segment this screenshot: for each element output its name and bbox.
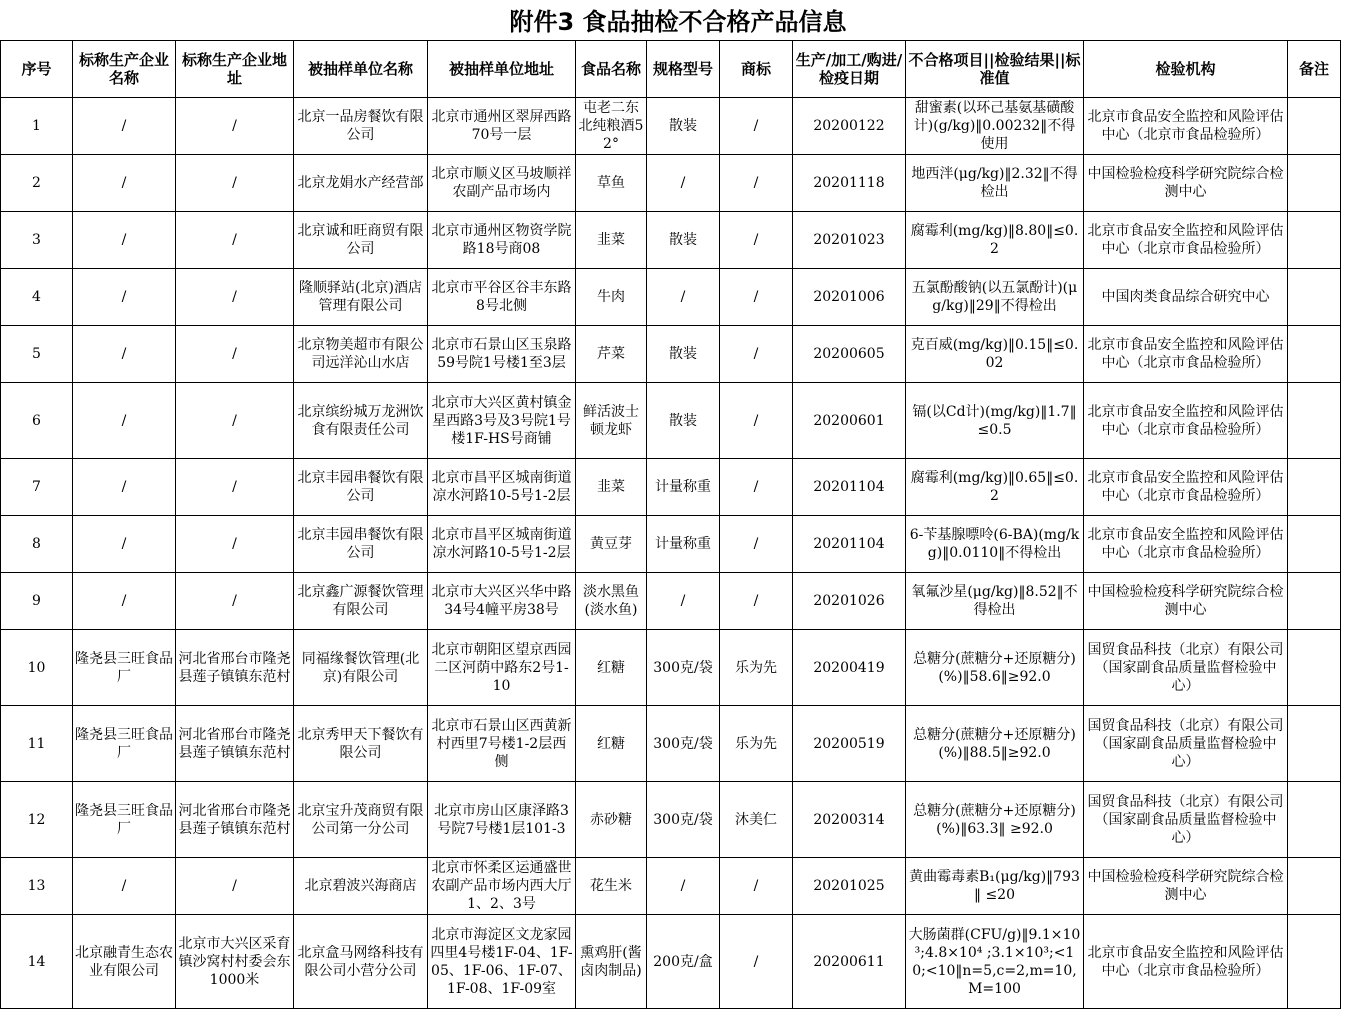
brand-cell: 乐为先 [720, 706, 793, 782]
producer-name-cell: / [73, 858, 176, 915]
date-cell: 20200519 [793, 706, 906, 782]
sampled-unit-name-cell: 同福缘餐饮管理(北京)有限公司 [294, 630, 428, 706]
sampled-unit-address-cell: 北京市平谷区谷丰东路8号北侧 [428, 269, 576, 326]
remarks-cell [1288, 516, 1341, 573]
sampled-unit-address-cell: 北京市通州区物资学院路18号商08 [428, 212, 576, 269]
remarks-cell [1288, 782, 1341, 858]
producer-address-cell: / [176, 516, 294, 573]
table-row [1, 858, 1341, 915]
producer-name-cell: / [73, 98, 176, 155]
producer-address-cell: / [176, 383, 294, 459]
brand-cell: / [720, 383, 793, 459]
brand-cell: / [720, 326, 793, 383]
sampled-unit-name-cell: 北京盒马网络科技有限公司小营分公司 [294, 915, 428, 1009]
food-name-cell: 黄豆芽 [576, 516, 647, 573]
brand-cell: / [720, 915, 793, 1009]
sampled-unit-address-cell: 北京市大兴区兴华中路34号4幢平房38号 [428, 573, 576, 630]
table-row [1, 155, 1341, 212]
spec-cell: 300克/袋 [647, 706, 720, 782]
food-name-cell: 芹菜 [576, 326, 647, 383]
date-cell: 20201104 [793, 459, 906, 516]
spec-cell: 计量称重 [647, 516, 720, 573]
seq-cell: 2 [1, 155, 73, 212]
header-cell: 商标 [720, 41, 793, 98]
failed-item-cell: 大肠菌群(CFU/g)‖9.1×10³;4.8×10⁴ ;3.1×10³;<10;<10‖n=5,c=2,m=10,M=100 [906, 915, 1084, 1009]
seq-cell: 7 [1, 459, 73, 516]
food-name-cell: 红糖 [576, 706, 647, 782]
spec-cell: 散装 [647, 383, 720, 459]
header-cell: 食品名称 [576, 41, 647, 98]
food-name-cell: 屯老二东北纯粮酒52° [576, 98, 647, 155]
table-row [1, 98, 1341, 155]
date-cell: 20200122 [793, 98, 906, 155]
producer-address-cell: / [176, 326, 294, 383]
failed-item-cell: 6-苄基腺嘌呤(6-BA)(mg/kg)‖0.0110‖不得检出 [906, 516, 1084, 573]
producer-name-cell: / [73, 573, 176, 630]
remarks-cell [1288, 212, 1341, 269]
header-cell: 检验机构 [1084, 41, 1288, 98]
spec-cell: 散装 [647, 326, 720, 383]
table-row [1, 516, 1341, 573]
food-name-cell: 韭菜 [576, 212, 647, 269]
sampled-unit-name-cell: 北京碧波兴海商店 [294, 858, 428, 915]
lab-cell: 国贸食品科技（北京）有限公司（国家副食品质量监督检验中心） [1084, 630, 1288, 706]
brand-cell: / [720, 516, 793, 573]
spec-cell: / [647, 573, 720, 630]
table-row [1, 630, 1341, 706]
producer-address-cell: / [176, 858, 294, 915]
sampled-unit-address-cell: 北京市海淀区文龙家园四里4号楼1F-04、1F-05、1F-06、1F-07、1F-08、1F-09室 [428, 915, 576, 1009]
header-cell: 生产/加工/购进/检疫日期 [793, 41, 906, 98]
failed-item-cell: 甜蜜素(以环己基氨基磺酸计)(g/kg)‖0.00232‖不得使用 [906, 98, 1084, 155]
producer-name-cell: 北京融青生态农业有限公司 [73, 915, 176, 1009]
spec-cell: / [647, 858, 720, 915]
table-row [1, 326, 1341, 383]
brand-cell: / [720, 459, 793, 516]
producer-name-cell: / [73, 516, 176, 573]
sampled-unit-name-cell: 北京丰园串餐饮有限公司 [294, 459, 428, 516]
spec-cell: 300克/袋 [647, 630, 720, 706]
table-row [1, 573, 1341, 630]
remarks-cell [1288, 155, 1341, 212]
seq-cell: 14 [1, 915, 73, 1009]
brand-cell: 沐美仁 [720, 782, 793, 858]
seq-cell: 3 [1, 212, 73, 269]
spec-cell: / [647, 269, 720, 326]
remarks-cell [1288, 573, 1341, 630]
seq-cell: 5 [1, 326, 73, 383]
lab-cell: 北京市食品安全监控和风险评估中心（北京市食品检验所） [1084, 98, 1288, 155]
date-cell: 20201023 [793, 212, 906, 269]
food-name-cell: 韭菜 [576, 459, 647, 516]
producer-name-cell: / [73, 155, 176, 212]
header-cell: 被抽样单位地址 [428, 41, 576, 98]
lab-cell: 北京市食品安全监控和风险评估中心（北京市食品检验所） [1084, 516, 1288, 573]
table-row [1, 459, 1341, 516]
spec-cell: 300克/袋 [647, 782, 720, 858]
table-row [1, 212, 1341, 269]
seq-cell: 8 [1, 516, 73, 573]
brand-cell: / [720, 573, 793, 630]
table-row [1, 915, 1341, 1009]
date-cell: 20200419 [793, 630, 906, 706]
producer-address-cell: 河北省邢台市隆尧县莲子镇镇东范村 [176, 706, 294, 782]
sampled-unit-name-cell: 北京宝升茂商贸有限公司第一分公司 [294, 782, 428, 858]
lab-cell: 国贸食品科技（北京）有限公司（国家副食品质量监督检验中心） [1084, 706, 1288, 782]
producer-address-cell: / [176, 269, 294, 326]
producer-name-cell: / [73, 459, 176, 516]
remarks-cell [1288, 858, 1341, 915]
sampled-unit-name-cell: 北京龙娟水产经营部 [294, 155, 428, 212]
lab-cell: 中国肉类食品综合研究中心 [1084, 269, 1288, 326]
remarks-cell [1288, 915, 1341, 1009]
spec-cell: 计量称重 [647, 459, 720, 516]
sampled-unit-name-cell: 北京物美超市有限公司远洋沁山水店 [294, 326, 428, 383]
date-cell: 20201006 [793, 269, 906, 326]
seq-cell: 10 [1, 630, 73, 706]
failed-item-cell: 腐霉利(mg/kg)‖8.80‖≤0.2 [906, 212, 1084, 269]
remarks-cell [1288, 459, 1341, 516]
remarks-cell [1288, 326, 1341, 383]
producer-address-cell: / [176, 155, 294, 212]
table-row [1, 706, 1341, 782]
remarks-cell [1288, 98, 1341, 155]
sampled-unit-address-cell: 北京市昌平区城南街道凉水河路10-5号1-2层 [428, 459, 576, 516]
table-row [1, 782, 1341, 858]
header-cell: 标称生产企业名称 [73, 41, 176, 98]
sampled-unit-address-cell: 北京市石景山区玉泉路59号院1号楼1至3层 [428, 326, 576, 383]
spec-cell: 散装 [647, 98, 720, 155]
lab-cell: 中国检验检疫科学研究院综合检测中心 [1084, 573, 1288, 630]
lab-cell: 北京市食品安全监控和风险评估中心（北京市食品检验所） [1084, 459, 1288, 516]
seq-cell: 11 [1, 706, 73, 782]
remarks-cell [1288, 630, 1341, 706]
seq-cell: 1 [1, 98, 73, 155]
producer-name-cell: / [73, 326, 176, 383]
page-title: 附件3 食品抽检不合格产品信息 [509, 8, 847, 36]
failed-item-cell: 克百威(mg/kg)‖0.15‖≤0.02 [906, 326, 1084, 383]
food-name-cell: 淡水黑鱼(淡水鱼) [576, 573, 647, 630]
producer-address-cell: / [176, 212, 294, 269]
sampled-unit-name-cell: 北京丰园串餐饮有限公司 [294, 516, 428, 573]
failed-item-cell: 总糖分(蔗糖分+还原糖分)(%)‖58.6‖≥92.0 [906, 630, 1084, 706]
failed-item-cell: 总糖分(蔗糖分+还原糖分)(%)‖88.5‖≥92.0 [906, 706, 1084, 782]
producer-name-cell: 隆尧县三旺食品厂 [73, 630, 176, 706]
seq-cell: 4 [1, 269, 73, 326]
sampled-unit-name-cell: 隆顺驿站(北京)酒店管理有限公司 [294, 269, 428, 326]
table-row [1, 383, 1341, 459]
lab-cell: 中国检验检疫科学研究院综合检测中心 [1084, 858, 1288, 915]
header-row [1, 41, 1341, 98]
failed-item-cell: 地西泮(μg/kg)‖2.32‖不得检出 [906, 155, 1084, 212]
lab-cell: 北京市食品安全监控和风险评估中心（北京市食品检验所） [1084, 915, 1288, 1009]
brand-cell: / [720, 155, 793, 212]
date-cell: 20201026 [793, 573, 906, 630]
sampled-unit-address-cell: 北京市通州区翠屏西路70号一层 [428, 98, 576, 155]
lab-cell: 北京市食品安全监控和风险评估中心（北京市食品检验所） [1084, 212, 1288, 269]
header-cell: 被抽样单位名称 [294, 41, 428, 98]
lab-cell: 北京市食品安全监控和风险评估中心（北京市食品检验所） [1084, 383, 1288, 459]
producer-address-cell: 河北省邢台市隆尧县莲子镇镇东范村 [176, 630, 294, 706]
brand-cell: 乐为先 [720, 630, 793, 706]
date-cell: 20200605 [793, 326, 906, 383]
sampled-unit-address-cell: 北京市石景山区西黄新村西里7号楼1-2层西侧 [428, 706, 576, 782]
seq-cell: 12 [1, 782, 73, 858]
food-name-cell: 牛肉 [576, 269, 647, 326]
lab-cell: 北京市食品安全监控和风险评估中心（北京市食品检验所） [1084, 326, 1288, 383]
sampled-unit-name-cell: 北京鑫广源餐饮管理有限公司 [294, 573, 428, 630]
seq-cell: 6 [1, 383, 73, 459]
date-cell: 20201118 [793, 155, 906, 212]
food-name-cell: 鲜活波士顿龙虾 [576, 383, 647, 459]
header-cell: 备注 [1288, 41, 1341, 98]
sampled-unit-name-cell: 北京一品房餐饮有限公司 [294, 98, 428, 155]
food-name-cell: 红糖 [576, 630, 647, 706]
sampled-unit-address-cell: 北京市怀柔区运通盛世农副产品市场内西大厅1、2、3号 [428, 858, 576, 915]
sampled-unit-name-cell: 北京缤纷城万龙洲饮食有限责任公司 [294, 383, 428, 459]
producer-name-cell: 隆尧县三旺食品厂 [73, 706, 176, 782]
date-cell: 20200601 [793, 383, 906, 459]
failed-item-cell: 总糖分(蔗糖分+还原糖分)(%)‖63.3‖ ≥92.0 [906, 782, 1084, 858]
sampled-unit-name-cell: 北京秀甲天下餐饮有限公司 [294, 706, 428, 782]
table-row [1, 269, 1341, 326]
spec-cell: / [647, 155, 720, 212]
producer-address-cell: / [176, 98, 294, 155]
remarks-cell [1288, 706, 1341, 782]
header-cell: 标称生产企业地址 [176, 41, 294, 98]
failed-item-cell: 五氯酚酸钠(以五氯酚计)(μg/kg)‖29‖不得检出 [906, 269, 1084, 326]
header-cell: 不合格项目||检验结果||标准值 [906, 41, 1084, 98]
failed-item-cell: 黄曲霉毒素B₁(μg/kg)‖793‖ ≤20 [906, 858, 1084, 915]
header-cell: 规格型号 [647, 41, 720, 98]
failed-item-cell: 腐霉利(mg/kg)‖0.65‖≤0.2 [906, 459, 1084, 516]
brand-cell: / [720, 98, 793, 155]
producer-address-cell: 河北省邢台市隆尧县莲子镇镇东范村 [176, 782, 294, 858]
producer-name-cell: / [73, 383, 176, 459]
date-cell: 20200611 [793, 915, 906, 1009]
brand-cell: / [720, 858, 793, 915]
food-name-cell: 草鱼 [576, 155, 647, 212]
seq-cell: 13 [1, 858, 73, 915]
sampled-unit-name-cell: 北京诚和旺商贸有限公司 [294, 212, 428, 269]
failed-item-cell: 镉(以Cd计)(mg/kg)‖1.7‖ ≤0.5 [906, 383, 1084, 459]
producer-address-cell: / [176, 573, 294, 630]
producer-name-cell: 隆尧县三旺食品厂 [73, 782, 176, 858]
food-name-cell: 花生米 [576, 858, 647, 915]
producer-name-cell: / [73, 212, 176, 269]
brand-cell: / [720, 269, 793, 326]
results-table [0, 40, 1341, 1009]
sampled-unit-address-cell: 北京市大兴区黄村镇金星西路3号及3号院1号楼1F-HS号商铺 [428, 383, 576, 459]
sampled-unit-address-cell: 北京市顺义区马坡顺祥农副产品市场内 [428, 155, 576, 212]
lab-cell: 国贸食品科技（北京）有限公司（国家副食品质量监督检验中心） [1084, 782, 1288, 858]
producer-address-cell: 北京市大兴区采育镇沙窝村村委会东1000米 [176, 915, 294, 1009]
sampled-unit-address-cell: 北京市昌平区城南街道凉水河路10-5号1-2层 [428, 516, 576, 573]
producer-address-cell: / [176, 459, 294, 516]
failed-item-cell: 氧氟沙星(μg/kg)‖8.52‖不得检出 [906, 573, 1084, 630]
food-name-cell: 赤砂糖 [576, 782, 647, 858]
header-cell: 序号 [1, 41, 73, 98]
seq-cell: 9 [1, 573, 73, 630]
date-cell: 20200314 [793, 782, 906, 858]
producer-name-cell: / [73, 269, 176, 326]
date-cell: 20201104 [793, 516, 906, 573]
spec-cell: 散装 [647, 212, 720, 269]
sampled-unit-address-cell: 北京市房山区康泽路3号院7号楼1层101-3 [428, 782, 576, 858]
food-name-cell: 熏鸡肝(酱卤肉制品) [576, 915, 647, 1009]
spec-cell: 200克/盒 [647, 915, 720, 1009]
brand-cell: / [720, 212, 793, 269]
lab-cell: 中国检验检疫科学研究院综合检测中心 [1084, 155, 1288, 212]
remarks-cell [1288, 269, 1341, 326]
date-cell: 20201025 [793, 858, 906, 915]
sampled-unit-address-cell: 北京市朝阳区望京西园二区河荫中路东2号1-10 [428, 630, 576, 706]
remarks-cell [1288, 383, 1341, 459]
